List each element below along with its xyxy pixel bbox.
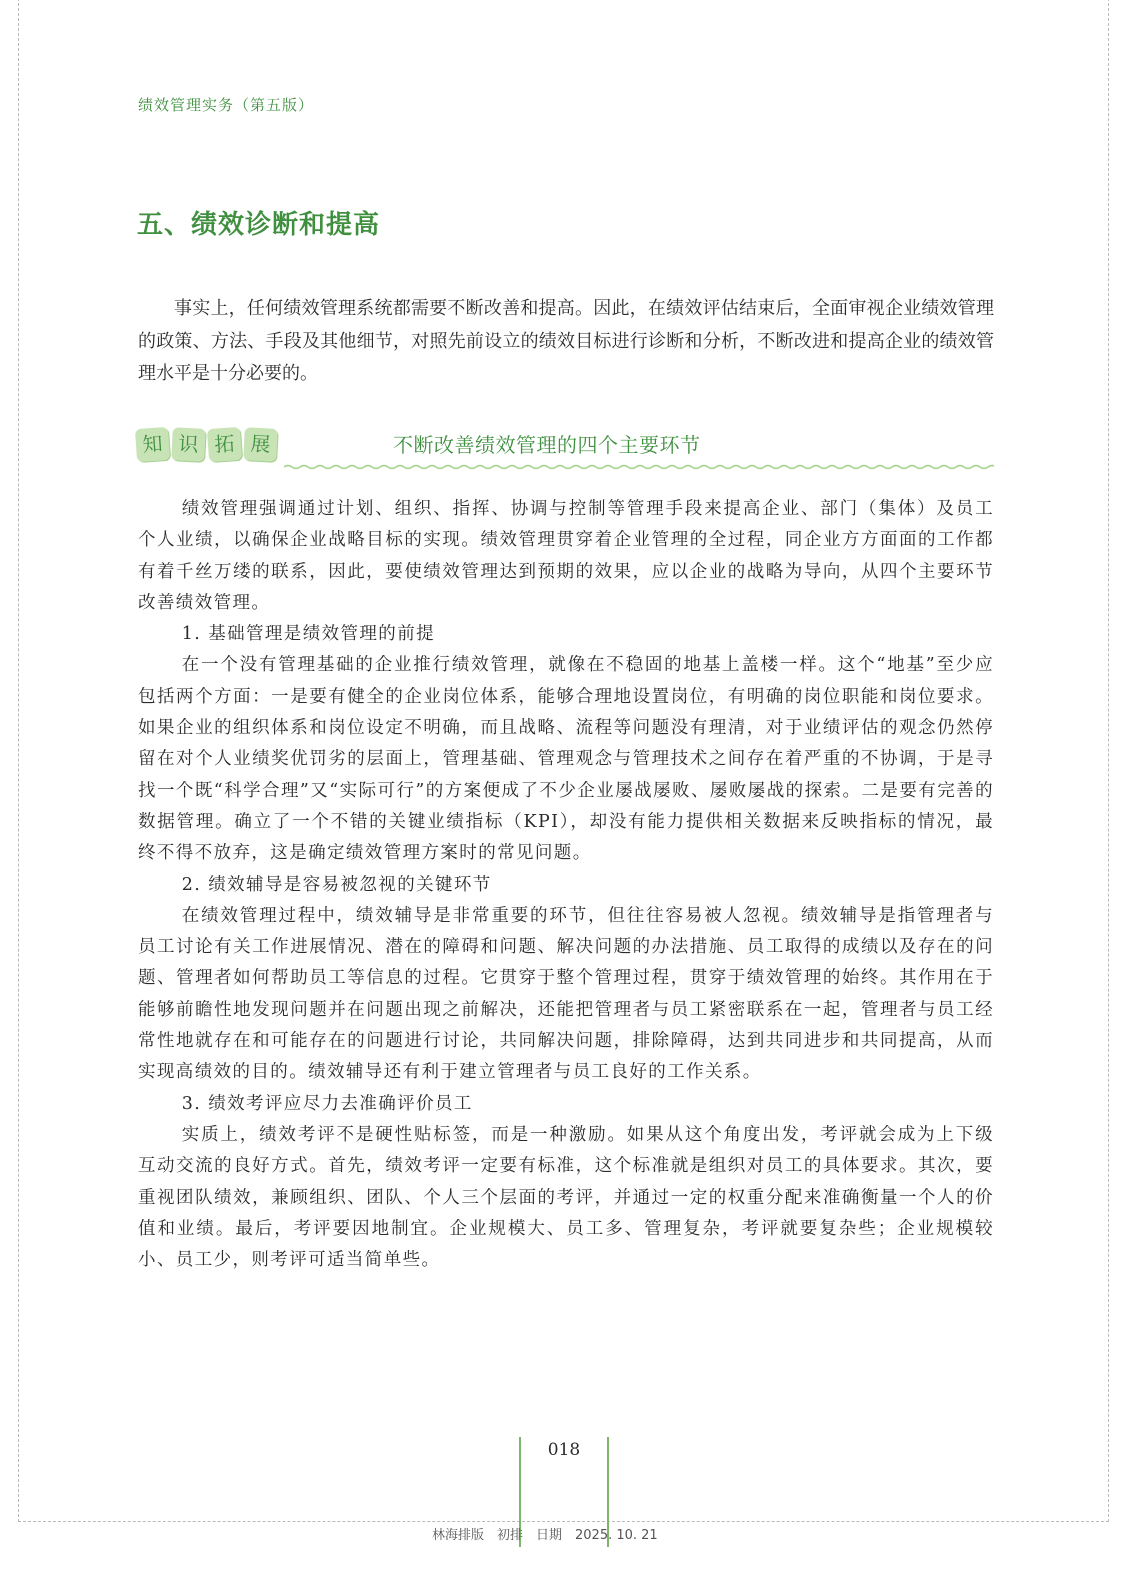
knowledge-paragraph: 绩效管理强调通过计划、组织、指挥、协调与控制等管理手段来提高企业、部门（集体）及员工个人业绩，以确保企业战略目标的实现。绩效管理贯穿着企业管理的全过程，同企业方方面面的工作都有着千丝万缕的联系，因此，要使绩效管理达到预期的效果，应以企业的战略为导向，从四个主要环节改善绩效管理。 bbox=[138, 499, 994, 613]
knowledge-box-header bbox=[136, 425, 994, 473]
typesetting-slug: 林海排版 初排 日期 2025. 10. 21 bbox=[432, 1528, 658, 1543]
knowledge-tag-char: 识 bbox=[171, 427, 206, 462]
wavy-divider bbox=[284, 463, 994, 471]
knowledge-paragraph: 实质上，绩效考评不是硬性贴标签，而是一种激励。如果从这个角度出发，考评就会成为上下级互动交流的良好方式。首先，绩效考评一定要有标准，这个标准就是组织对员工的具体要求。其次，要重视团队绩效，兼顾组织、团队、个人三个层面的考评，并通过一定的权重分配来准确衡量一个人的价值和业绩。最后，考评要因地制宜。企业规模大、员工多、管理复杂，考评就要复杂些；企业规模较小、员工少，则考评可适当简单些。 bbox=[138, 1124, 994, 1271]
knowledge-box-title: 不断改善绩效管理的四个主要环节 bbox=[393, 433, 701, 457]
knowledge-box-body bbox=[138, 494, 994, 1276]
knowledge-tag bbox=[136, 428, 277, 461]
page-number: 018 bbox=[547, 1440, 581, 1460]
subheading-1: 1. 基础管理是绩效管理的前提 bbox=[181, 624, 436, 645]
intro-paragraph: 事实上，任何绩效管理系统都需要不断改善和提高。因此，在绩效评估结束后，全面审视企业绩效管理的政策、方法、手段及其他细节，对照先前设立的绩效目标进行诊断和分析，不断改进和提高企业的绩效管理水平是十分必要的。 bbox=[138, 298, 994, 384]
knowledge-tag-char: 展 bbox=[243, 427, 278, 462]
subheading-2: 2. 绩效辅导是容易被忽视的关键环节 bbox=[181, 874, 492, 895]
knowledge-paragraph: 在绩效管理过程中，绩效辅导是非常重要的环节，但往往容易被人忽视。绩效辅导是指管理者与员工讨论有关工作进展情况、潜在的障碍和问题、解决问题的办法措施、员工取得的成绩以及存在的问题、管理者如何帮助员工等信息的过程。它贯穿于整个管理过程，贯穿于绩效管理的始终。其作用在于能够前瞻性地发现问题并在问题出现之前解决，还能把管理者与员工紧密联系在一起，管理者与员工经常性地就存在和可能存在的问题进行讨论，共同解决问题，排除障碍，达到共同进步和共同提高，从而实现高绩效的目的。绩效辅导还有利于建立管理者与员工良好的工作关系。 bbox=[138, 905, 994, 1083]
running-header: 绩效管理实务（第五版） bbox=[138, 96, 315, 114]
knowledge-tag-char: 知 bbox=[135, 427, 170, 462]
subheading-3: 3. 绩效考评应尽力去准确评价员工 bbox=[181, 1093, 473, 1114]
knowledge-paragraph: 在一个没有管理基础的企业推行绩效管理，就像在不稳固的地基上盖楼一样。这个“地基”至少应包括两个方面：一是要有健全的企业岗位体系，能够合理地设置岗位，有明确的岗位职能和岗位要求。如果企业的组织体系和岗位设定不明确，而且战略、流程等问题没有理清，对于业绩评估的观念仍然停留在对个人业绩奖优罚劣的层面上，管理基础、管理观念与管理技术之间存在着严重的不协调，于是寻找一个既“科学合理”又“实际可行”的方案便成了不少企业屡战屡败、屡败屡战的探索。二是要有完善的数据管理。确立了一个不错的关键业绩指标（KPI），却没有能力提供相关数据来反映指标的情况，最终不得不放弃，这是确定绩效管理方案时的常见问题。 bbox=[138, 655, 994, 864]
knowledge-tag-char: 拓 bbox=[207, 427, 242, 462]
section-title: 五、绩效诊断和提高 bbox=[137, 210, 381, 240]
